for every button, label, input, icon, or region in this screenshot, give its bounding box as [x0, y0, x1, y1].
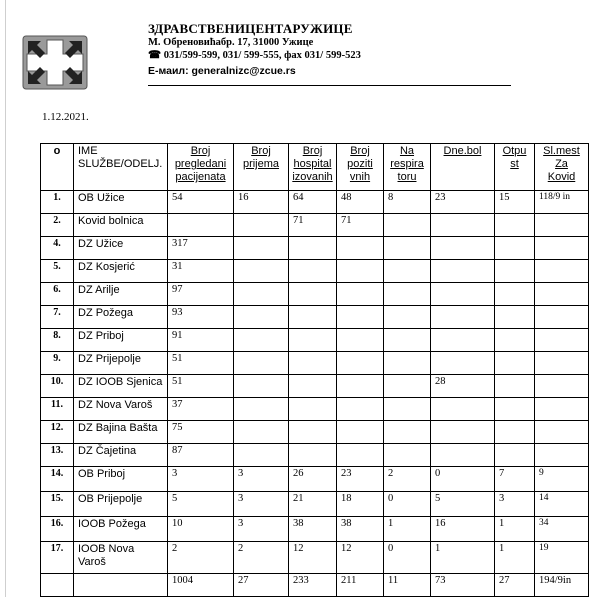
total-cell: 73	[431, 574, 495, 597]
header-col	[289, 144, 337, 191]
table-cell: 64	[289, 191, 337, 214]
table-cell: 18	[337, 492, 384, 517]
table-cell: 2	[168, 542, 234, 574]
header-line: Za	[555, 158, 568, 170]
table-cell	[168, 214, 234, 237]
header-line: pregledani	[174, 158, 227, 170]
row-number: 16.	[41, 517, 74, 542]
total-cell: 1004	[168, 574, 234, 597]
header-col	[234, 144, 289, 191]
table-row	[41, 306, 589, 329]
row-name: DZ Požega	[74, 306, 168, 329]
table-cell: 97	[168, 283, 234, 306]
table-cell	[384, 260, 431, 283]
row-name: DZ Kosjerić	[74, 260, 168, 283]
table-cell	[384, 352, 431, 375]
table-cell: 1	[431, 542, 495, 574]
table-cell	[234, 214, 289, 237]
table-cell	[289, 306, 337, 329]
table-cell	[234, 283, 289, 306]
total-cell: 27	[495, 574, 535, 597]
table-cell: 51	[168, 352, 234, 375]
row-name: DZ Bajina Bašta	[74, 421, 168, 444]
table-cell	[234, 444, 289, 467]
header-line: pacijenata	[175, 171, 226, 183]
table-cell	[234, 306, 289, 329]
table-cell	[431, 260, 495, 283]
table-cell	[535, 329, 589, 352]
table-cell	[384, 237, 431, 260]
table-row	[41, 375, 589, 398]
header-name: IME SLUŽBE/ODELJ.	[74, 144, 168, 191]
table-cell: 37	[168, 398, 234, 421]
table-cell	[384, 421, 431, 444]
table-cell: 0	[384, 492, 431, 517]
table-cell: 7	[495, 467, 535, 492]
health-center-logo-icon	[22, 35, 88, 90]
header-col	[431, 144, 495, 191]
table-row	[41, 467, 589, 492]
table-cell: 16	[234, 191, 289, 214]
table-cell	[289, 375, 337, 398]
row-number: 12.	[41, 421, 74, 444]
table-cell: 75	[168, 421, 234, 444]
header-line: Otpu	[502, 145, 527, 157]
table-cell	[495, 329, 535, 352]
total-cell: 194/9in	[535, 574, 589, 597]
header-col	[495, 144, 535, 191]
header-line: Kovid	[547, 171, 576, 183]
header-divider	[148, 85, 511, 86]
table-cell	[535, 421, 589, 444]
table-cell	[289, 237, 337, 260]
table-cell: 2	[234, 542, 289, 574]
table-cell	[535, 306, 589, 329]
table-cell	[289, 398, 337, 421]
table-cell: 71	[289, 214, 337, 237]
table-cell: 48	[337, 191, 384, 214]
table-cell	[337, 421, 384, 444]
row-name: DZ Prijepolje	[74, 352, 168, 375]
table-cell	[495, 260, 535, 283]
row-name: OB Priboj	[74, 467, 168, 492]
table-cell: 15	[495, 191, 535, 214]
table-cell: 87	[168, 444, 234, 467]
table-cell	[495, 421, 535, 444]
row-number: 17.	[41, 542, 74, 574]
row-number: 7.	[41, 306, 74, 329]
header-line: respira	[390, 158, 424, 170]
table-cell	[384, 306, 431, 329]
table-cell	[431, 421, 495, 444]
table-cell	[234, 329, 289, 352]
table-cell: 3	[234, 467, 289, 492]
row-number: 8.	[41, 329, 74, 352]
table-cell	[289, 444, 337, 467]
header-col	[337, 144, 384, 191]
header-col	[384, 144, 431, 191]
table-cell	[535, 260, 589, 283]
table-cell: 34	[535, 517, 589, 542]
row-name: IOOB Nova Varoš	[74, 542, 168, 574]
row-number: 4.	[41, 237, 74, 260]
table-cell: 1	[495, 517, 535, 542]
table-row	[41, 329, 589, 352]
table-cell	[535, 375, 589, 398]
table-cell	[384, 375, 431, 398]
table-cell	[431, 214, 495, 237]
table-cell: 1	[384, 517, 431, 542]
table-cell	[384, 398, 431, 421]
table-cell	[337, 306, 384, 329]
table-cell: 5	[431, 492, 495, 517]
header-line: prijema	[242, 158, 280, 170]
table-cell	[289, 329, 337, 352]
table-cell: 3	[234, 517, 289, 542]
header-line: Broj	[190, 145, 211, 157]
table-cell: 54	[168, 191, 234, 214]
table-cell	[535, 352, 589, 375]
row-name: DZ Čajetina	[74, 444, 168, 467]
table-row	[41, 214, 589, 237]
table-cell: 28	[431, 375, 495, 398]
table-row	[41, 398, 589, 421]
row-number: 1.	[41, 191, 74, 214]
table-cell	[234, 237, 289, 260]
row-name: DZ Nova Varoš	[74, 398, 168, 421]
row-number: 9.	[41, 352, 74, 375]
table-row	[41, 191, 589, 214]
header-line: Broj	[350, 145, 370, 157]
table-cell: 317	[168, 237, 234, 260]
table-cell	[337, 375, 384, 398]
header-col	[168, 144, 234, 191]
row-name: Kovid bolnica	[74, 214, 168, 237]
institution-address: М. Обреновићабр. 17, 31000 Ужице	[148, 37, 314, 48]
table-cell	[234, 398, 289, 421]
table-cell	[535, 214, 589, 237]
table-cell: 3	[495, 492, 535, 517]
header-line: Sl.mest	[543, 145, 580, 157]
table-cell	[337, 260, 384, 283]
table-cell	[431, 237, 495, 260]
table-cell	[495, 306, 535, 329]
table-cell: 12	[337, 542, 384, 574]
table-cell	[337, 283, 384, 306]
table-row	[41, 237, 589, 260]
header-line: st	[510, 158, 519, 170]
row-name: IOOB Požega	[74, 517, 168, 542]
table-cell: 38	[289, 517, 337, 542]
table-cell	[535, 398, 589, 421]
table-cell: 14	[535, 492, 589, 517]
table-cell	[337, 237, 384, 260]
table-cell	[495, 398, 535, 421]
table-cell: 31	[168, 260, 234, 283]
table-row	[41, 492, 589, 517]
table-cell	[384, 283, 431, 306]
table-row	[41, 283, 589, 306]
table-cell: 91	[168, 329, 234, 352]
table-cell	[535, 444, 589, 467]
table-cell	[337, 444, 384, 467]
table-cell: 23	[337, 467, 384, 492]
table-cell: 10	[168, 517, 234, 542]
table-cell	[289, 260, 337, 283]
table-cell: 71	[337, 214, 384, 237]
header-line: Na	[399, 145, 415, 157]
table-cell	[495, 214, 535, 237]
table-body	[41, 191, 589, 574]
totals-label	[74, 574, 168, 597]
table-row	[41, 444, 589, 467]
table-cell: 16	[431, 517, 495, 542]
table-cell	[431, 306, 495, 329]
header-num: o	[41, 144, 74, 191]
table-cell: 8	[384, 191, 431, 214]
table-cell: 3	[234, 492, 289, 517]
table-cell: 26	[289, 467, 337, 492]
total-cell: 27	[234, 574, 289, 597]
total-cell: 11	[384, 574, 431, 597]
header-col	[535, 144, 589, 191]
table-cell	[431, 283, 495, 306]
header-line: izovanih	[292, 171, 333, 183]
table-cell: 38	[337, 517, 384, 542]
table-cell	[495, 375, 535, 398]
total-cell: 211	[337, 574, 384, 597]
report-date: 1.12.2021.	[42, 111, 89, 123]
row-number: 6.	[41, 283, 74, 306]
institution-phone: ☎ 031/599-599, 031/ 599-555, фах 031/ 599-523	[148, 50, 361, 61]
row-name: DZ IOOB Sjenica	[74, 375, 168, 398]
table-cell: 21	[289, 492, 337, 517]
table-cell	[234, 375, 289, 398]
table-cell	[431, 398, 495, 421]
totals-num	[41, 574, 74, 597]
table-cell	[384, 214, 431, 237]
table-cell	[234, 421, 289, 444]
row-name: DZ Užice	[74, 237, 168, 260]
header-line: Broj	[251, 145, 271, 157]
table-cell	[289, 352, 337, 375]
row-name: DZ Arilje	[74, 283, 168, 306]
table-cell	[289, 421, 337, 444]
table-cell	[495, 352, 535, 375]
row-number: 13.	[41, 444, 74, 467]
table-header-row	[41, 144, 589, 191]
header-line: poziti	[347, 158, 373, 170]
table-row	[41, 542, 589, 574]
table-cell	[431, 352, 495, 375]
header-line: vnih	[349, 171, 371, 183]
totals-row	[41, 574, 589, 597]
row-name: OB Prijepolje	[74, 492, 168, 517]
table-cell	[535, 237, 589, 260]
institution-name: ЗДРАВСТВЕНИЦЕНТАРУЖИЦЕ	[148, 21, 353, 36]
row-number: 14.	[41, 467, 74, 492]
table-cell	[234, 260, 289, 283]
table-cell: 19	[535, 542, 589, 574]
row-name: OB Užice	[74, 191, 168, 214]
table-cell	[495, 444, 535, 467]
header-line: toru	[397, 171, 417, 183]
table-cell	[431, 329, 495, 352]
header-line: hospital	[293, 158, 332, 170]
table-cell: 51	[168, 375, 234, 398]
table-cell: 9	[535, 467, 589, 492]
row-number: 11.	[41, 398, 74, 421]
table-row	[41, 352, 589, 375]
table-cell	[384, 329, 431, 352]
institution-email: Е-маил: generalnizc@zcue.rs	[148, 65, 296, 77]
report-table	[40, 143, 589, 597]
total-cell: 233	[289, 574, 337, 597]
table-row	[41, 260, 589, 283]
table-cell: 0	[384, 542, 431, 574]
table-cell: 118/9 in	[535, 191, 589, 214]
table-row	[41, 517, 589, 542]
table-cell: 1	[495, 542, 535, 574]
table-cell	[337, 398, 384, 421]
row-number: 15.	[41, 492, 74, 517]
table-cell	[431, 444, 495, 467]
table-cell: 0	[431, 467, 495, 492]
table-cell	[289, 283, 337, 306]
row-number: 5.	[41, 260, 74, 283]
table-cell	[495, 237, 535, 260]
row-name: DZ Priboj	[74, 329, 168, 352]
header-line: Broj	[302, 145, 323, 157]
table-cell	[495, 283, 535, 306]
row-number: 2.	[41, 214, 74, 237]
table-cell	[234, 352, 289, 375]
table-cell	[337, 329, 384, 352]
page-margin-line	[5, 0, 6, 597]
row-number: 10.	[41, 375, 74, 398]
table-cell: 12	[289, 542, 337, 574]
table-row	[41, 421, 589, 444]
table-cell: 23	[431, 191, 495, 214]
table-cell: 93	[168, 306, 234, 329]
table-cell	[337, 352, 384, 375]
table-cell: 5	[168, 492, 234, 517]
header-line: Dne.bol	[443, 145, 482, 157]
table-cell	[535, 283, 589, 306]
table-cell	[384, 444, 431, 467]
table-cell: 3	[168, 467, 234, 492]
table-cell: 2	[384, 467, 431, 492]
